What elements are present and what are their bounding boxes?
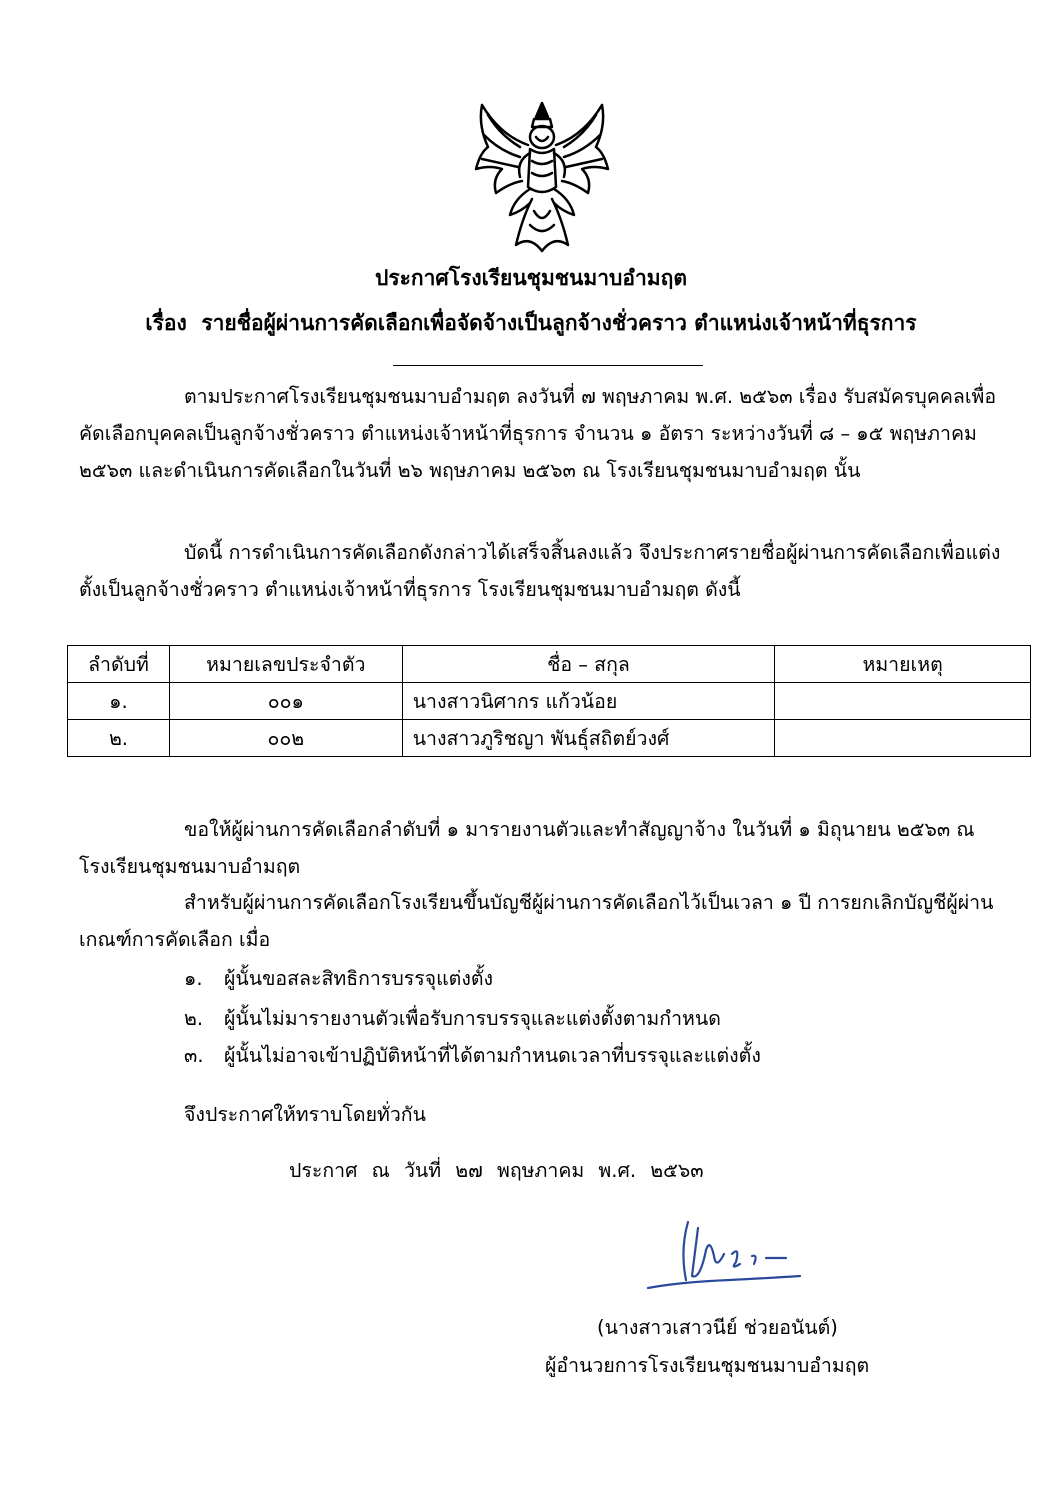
condition-item <box>184 963 493 994</box>
signer-name: (นางสาวเสาวนีย์ ช่วยอนันต์) <box>597 1316 838 1339</box>
announcement-subject <box>0 307 1062 340</box>
paragraph-report <box>79 811 1009 885</box>
table-row <box>68 720 1031 757</box>
paragraph-cancellation <box>79 884 1009 958</box>
signer-position: ผู้อำนวยการโรงเรียนชุมชนมาบอำมฤต <box>545 1354 870 1377</box>
announcement-title: ประกาศโรงเรียนชุมชนมาบอำมฤต <box>375 266 687 290</box>
title-divider <box>393 365 703 366</box>
garuda-emblem-icon <box>470 95 615 255</box>
condition-text: ผู้นั้นขอสละสิทธิการบรรจุแต่งตั้ง <box>224 967 494 990</box>
candidate-table <box>67 645 1031 757</box>
condition-text: ผู้นั้นไม่มารายงานตัวเพื่อรับการบรรจุและแต่งตั้งตามกำหนด <box>224 1007 721 1030</box>
cell-note <box>775 720 1031 757</box>
cell-order: ๒. <box>68 720 170 757</box>
table-header-row <box>68 646 1031 683</box>
paragraph-reference <box>79 378 1009 489</box>
handwritten-signature <box>640 1210 820 1300</box>
paragraph-result-text: บัดนี้ การดำเนินการคัดเลือกดังกล่าวได้เสร็จสิ้นลงแล้ว จึงประกาศรายชื่อผู้ผ่านการคัดเลือกเพื่อแต่งตั้งเป็นลูกจ้างชั่วคราว ตำแหน่งเจ้าหน้าที่ธุรการ โรงเรียนชุมชนมาบอำมฤต ดังนี้ <box>79 541 1001 601</box>
cell-name: นางสาวภูริชญา พันธุ์สถิตย์วงศ์ <box>402 720 775 757</box>
cell-id: ๐๐๑ <box>169 683 402 720</box>
condition-number: ๒. <box>184 1007 204 1030</box>
column-header-note: หมายเหตุ <box>775 646 1031 683</box>
cell-name: นางสาวนิศากร แก้วน้อย <box>402 683 775 720</box>
column-header-name: ชื่อ – สกุล <box>402 646 775 683</box>
column-header-order: ลำดับที่ <box>68 646 170 683</box>
subject-text: รายชื่อผู้ผ่านการคัดเลือกเพื่อจัดจ้างเป็นลูกจ้างชั่วคราว ตำแหน่งเจ้าหน้าที่ธุรการ <box>201 311 917 335</box>
cell-order: ๑. <box>68 683 170 720</box>
paragraph-reference-text: ตามประกาศโรงเรียนชุมชนมาบอำมฤต ลงวันที่ ๗ พฤษภาคม พ.ศ. ๒๕๖๓ เรื่อง รับสมัครบุคคลเพื่อคัดเลือกบุคคลเป็นลูกจ้างชั่วคราว ตำแหน่งเจ้าหน้าที่ธุรการ จำนวน ๑ อัตรา ระหว่างวันที่ ๘ – ๑๕ พฤษภาคม ๒๕๖๓ และดำเนินการคัดเลือกในวันที่ ๒๖ พฤษภาคม ๒๕๖๓ ณ โรงเรียนชุมชนมาบอำมฤต นั้น <box>79 385 997 482</box>
condition-number: ๑. <box>184 967 203 990</box>
subject-label: เรื่อง <box>145 311 187 335</box>
paragraph-report-text: ขอให้ผู้ผ่านการคัดเลือกลำดับที่ ๑ มารายงานตัวและทำสัญญาจ้าง ในวันที่ ๑ มิถุนายน ๒๕๖๓ ณ โรงเรียนชุมชนมาบอำมฤต <box>79 818 975 878</box>
condition-text: ผู้นั้นไม่อาจเข้าปฏิบัติหน้าที่ได้ตามกำหนดเวลาที่บรรจุและแต่งตั้ง <box>224 1044 761 1067</box>
closing-statement: จึงประกาศให้ทราบโดยทั่วกัน <box>184 1103 426 1126</box>
cell-note <box>775 683 1031 720</box>
paragraph-result <box>79 534 1009 608</box>
cell-id: ๐๐๒ <box>169 720 402 757</box>
announcement-date: ประกาศ ณ วันที่ ๒๗ พฤษภาคม พ.ศ. ๒๕๖๓ <box>289 1159 704 1182</box>
paragraph-cancellation-text: สำหรับผู้ผ่านการคัดเลือกโรงเรียนขึ้นบัญชีผู้ผ่านการคัดเลือกไว้เป็นเวลา ๑ ปี การยกเลิกบัญชีผู้ผ่านเกณฑ์การคัดเลือก เมื่อ <box>79 891 994 951</box>
condition-item <box>184 1003 721 1034</box>
table-row <box>68 683 1031 720</box>
condition-number: ๓. <box>184 1044 204 1067</box>
condition-item <box>184 1040 761 1071</box>
column-header-id: หมายเลขประจำตัว <box>169 646 402 683</box>
